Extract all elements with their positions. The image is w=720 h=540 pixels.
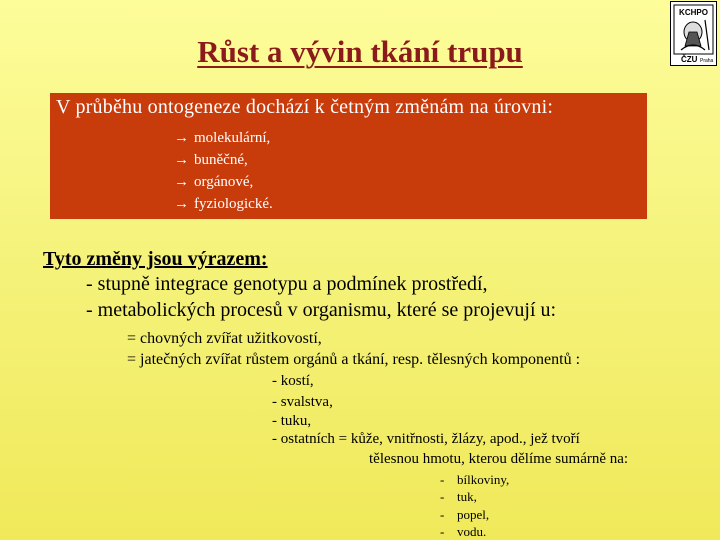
level-item [174,130,270,147]
component-label: bílkoviny, [457,472,510,487]
tissue-item-others-continued: tělesnou hmotu, kterou dělíme sumárně na: [369,451,629,467]
arrow-icon: → [174,196,189,212]
component-item [440,489,477,505]
dash-glyph: - [440,489,445,504]
intro-text: V průběhu ontogeneze dochází k četným změnám na úrovni: [56,96,554,118]
manifestation-item: = jatečných zvířat růstem orgánů a tkání, resp. tělesných komponentů : [127,351,581,368]
component-item [440,507,489,523]
level-item [174,152,248,169]
level-item [174,174,253,191]
level-label: molekulární, [194,130,271,146]
logo-top-text: KCHPO [679,8,708,17]
component-label: tuk, [457,489,477,504]
cause-item: - stupně integrace genotypu a podmínek prostředí, [86,273,488,295]
logo-emblem-icon [671,2,716,65]
university-logo [670,1,717,66]
level-label: orgánové, [194,174,254,190]
arrow-icon: → [174,152,189,168]
component-label: popel, [457,507,490,522]
logo-bottom-text: ČZU [681,55,698,64]
level-label: buněčné, [194,152,248,168]
dash-glyph: - [440,507,445,522]
ontogenesis-box [50,93,647,219]
tissue-item: - kostí, [272,373,314,389]
component-item [440,524,486,540]
changes-heading: Tyto změny jsou výrazem: [43,248,268,270]
tissue-item: - svalstva, [272,394,333,410]
cause-item: - metabolických procesů v organismu, které se projevují u: [86,299,557,321]
component-item [440,472,509,488]
level-label: fyziologické. [194,196,273,212]
tissue-item: - tuku, [272,413,312,429]
manifestation-item: = chovných zvířat užitkovostí, [127,330,322,347]
dash-glyph: - [440,524,445,539]
dash-glyph: - [440,472,445,487]
level-item [174,196,273,213]
logo-small-text: Praha [700,58,714,64]
arrow-icon: → [174,174,189,190]
tissue-item-others: - ostatních = kůže, vnitřnosti, žlázy, apod., jež tvoří [272,431,580,447]
slide-title: Růst a vývin tkání trupu [197,34,523,69]
component-label: vodu. [457,524,487,539]
arrow-icon: → [174,130,189,146]
